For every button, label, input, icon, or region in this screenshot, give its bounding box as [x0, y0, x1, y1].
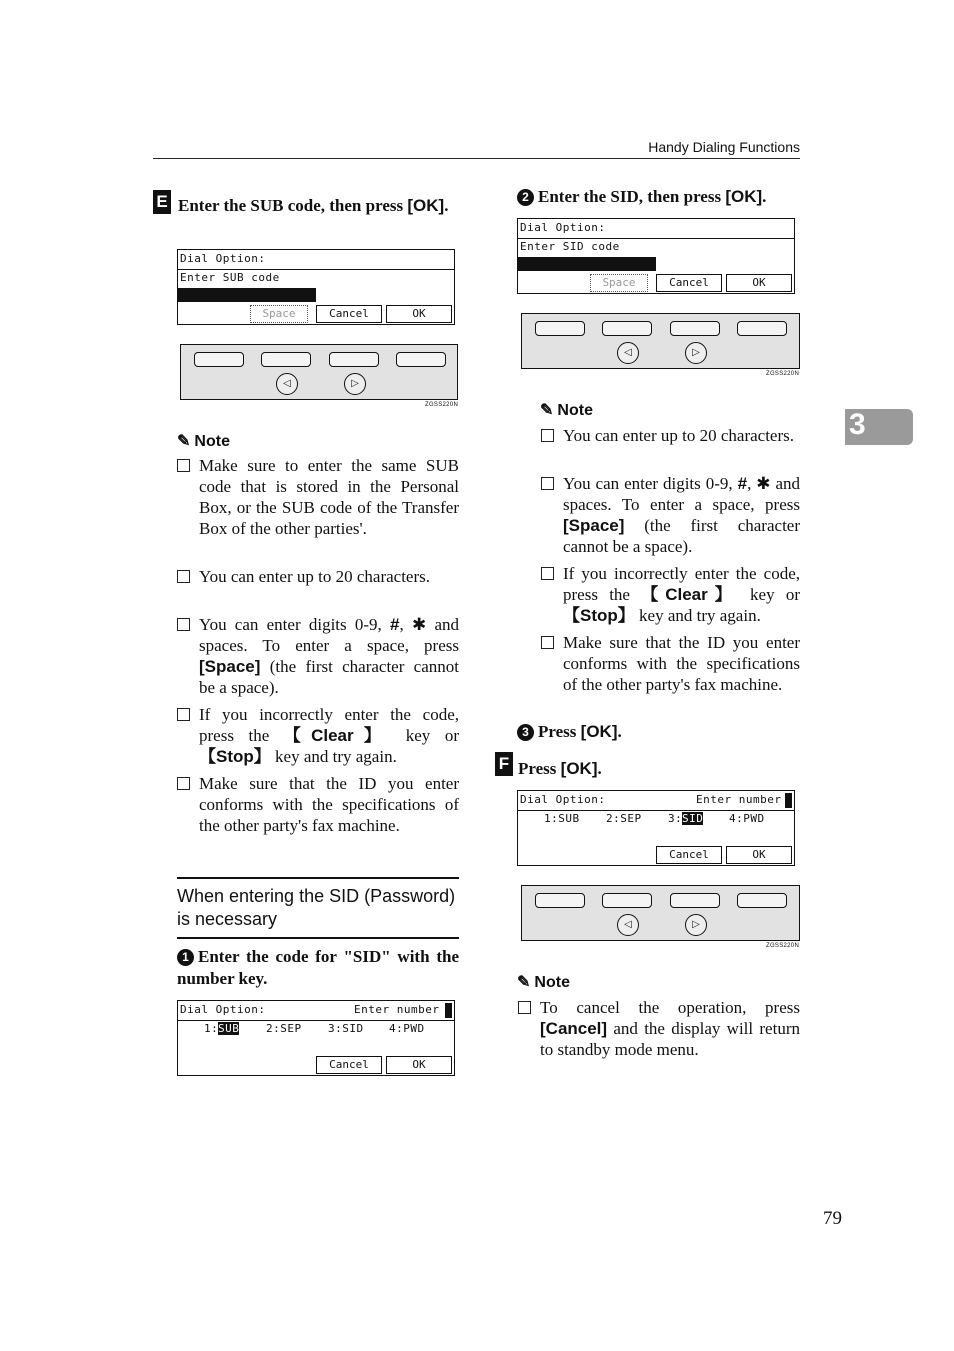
function-key-2[interactable] [261, 352, 311, 367]
step-5-badge: E [153, 190, 171, 214]
lcd-display-options [517, 790, 795, 866]
substep-2-badge: 2 [517, 189, 534, 206]
right-arrow-icon[interactable]: ▷ [685, 342, 707, 364]
checkbox-icon [177, 459, 190, 472]
lcd-option-pwd[interactable]: 4:PWD [729, 812, 765, 825]
lcd-cancel-button[interactable]: Cancel [316, 1056, 382, 1074]
left-arrow-icon[interactable]: ◁ [617, 914, 639, 936]
hash-icon: # [737, 474, 748, 493]
function-key-1[interactable] [194, 352, 244, 367]
step-6-badge: F [495, 752, 513, 776]
function-key-3[interactable] [670, 893, 720, 908]
right-arrow-icon[interactable]: ▷ [685, 914, 707, 936]
lcd-input-field[interactable] [178, 288, 316, 302]
lcd-prompt: Enter number [354, 1003, 440, 1016]
checkbox-icon [541, 636, 554, 649]
lcd-cursor [445, 1003, 452, 1018]
note-item: Make sure to enter the same SUB code that is stored in the Personal Box, or the SUB code of the Transfer Box of the other parties'. [199, 455, 459, 539]
lcd-display-options [177, 1000, 455, 1076]
note-item: You can enter digits 0-9, #, ✱ and spaces. To enter a space, press [Space] (the first character cannot be a space). [563, 473, 800, 557]
note-heading: ✎ Note [517, 974, 570, 991]
note-item: Make sure that the ID you enter conforms with the specifications of the other party's fax machine. [563, 632, 800, 695]
checkbox-icon [541, 429, 554, 442]
note-item: You can enter up to 20 characters. [563, 425, 800, 446]
lcd-option-pwd[interactable]: 4:PWD [389, 1022, 425, 1035]
lcd-option-number: 1: [204, 1022, 219, 1035]
lcd-prompt: Enter number [696, 793, 782, 806]
checkbox-icon [177, 570, 190, 583]
note-item: You can enter digits 0-9, #, ✱ and spaces. To enter a space, press [Space] (the first character cannot be a space). [199, 614, 459, 698]
section-title: When entering the SID (Password) is necessary [177, 886, 456, 929]
checkbox-icon [177, 708, 190, 721]
header-rule [153, 158, 800, 159]
lcd-cancel-button[interactable]: Cancel [316, 305, 382, 323]
lcd-option-sub[interactable]: 1:SUB [544, 812, 580, 825]
right-arrow-icon[interactable]: ▷ [344, 373, 366, 395]
figure-tag: ZGSS220N [766, 943, 800, 949]
substep-1-badge: 1 [177, 949, 194, 966]
lcd-option-sub[interactable]: SUB [218, 1022, 240, 1035]
lcd-option-sep[interactable]: 2:SEP [606, 812, 642, 825]
pencil-icon: ✎ [517, 974, 531, 991]
section-rule-top [177, 877, 459, 879]
page-number: 79 [823, 1208, 842, 1229]
note-item: Make sure that the ID you enter conforms with the specifications of the other party's fax machine. [199, 773, 459, 836]
substep-3-instruction: 3 Press [OK]. [517, 721, 807, 743]
function-key-2[interactable] [602, 893, 652, 908]
lcd-ok-button[interactable]: OK [726, 846, 792, 864]
step-5-instruction: Enter the SUB code, then press [OK]. [178, 196, 449, 215]
keypad-panel [521, 885, 800, 941]
function-key-3[interactable] [670, 321, 720, 336]
lcd-space-button[interactable]: Space [590, 274, 648, 292]
left-arrow-icon[interactable]: ◁ [617, 342, 639, 364]
star-icon: ✱ [411, 615, 427, 634]
lcd-option-sid[interactable]: SID [682, 812, 704, 825]
lcd-option-sid[interactable]: 3:SID [328, 1022, 364, 1035]
section-rule-bottom [177, 937, 459, 939]
lcd-title: Dial Option: [520, 221, 606, 234]
function-key-1[interactable] [535, 893, 585, 908]
lcd-ok-button[interactable]: OK [726, 274, 792, 292]
checkbox-icon [541, 477, 554, 490]
lcd-title: Dial Option: [180, 252, 266, 265]
function-key-2[interactable] [602, 321, 652, 336]
pencil-icon: ✎ [540, 402, 554, 419]
left-arrow-icon[interactable]: ◁ [276, 373, 298, 395]
note-item: You can enter up to 20 characters. [199, 566, 459, 587]
lcd-title: Dial Option: [180, 1003, 266, 1016]
figure-tag: ZGSS220N [425, 402, 459, 408]
function-key-4[interactable] [396, 352, 446, 367]
figure-tag: ZGSS220N [766, 371, 800, 377]
lcd-title: Dial Option: [520, 793, 606, 806]
lcd-prompt: Enter SUB code [180, 271, 280, 284]
checkbox-icon [177, 777, 190, 790]
lcd-display-sub-code [177, 249, 455, 325]
lcd-space-button[interactable]: Space [250, 305, 308, 323]
note-heading: ✎ Note [177, 433, 230, 450]
hash-icon: # [390, 615, 400, 634]
lcd-ok-button[interactable]: OK [386, 1056, 452, 1074]
note-heading: ✎ Note [540, 402, 593, 419]
checkbox-icon [177, 618, 190, 631]
function-key-1[interactable] [535, 321, 585, 336]
substep-2-instruction: 2 Enter the SID, then press [OK]. [517, 186, 807, 208]
note-item: If you incorrectly enter the code, press the 【Clear】 key or 【Stop】 key and try again. [563, 563, 800, 626]
lcd-cursor [785, 793, 792, 808]
lcd-cancel-button[interactable]: Cancel [656, 846, 722, 864]
lcd-option-sep[interactable]: 2:SEP [266, 1022, 302, 1035]
lcd-option-number: 3: [668, 812, 683, 825]
pencil-icon: ✎ [177, 433, 191, 450]
checkbox-icon [518, 1001, 531, 1014]
function-key-4[interactable] [737, 321, 787, 336]
keypad-panel [180, 344, 458, 400]
keypad-panel [521, 313, 800, 369]
lcd-display-sid-code [517, 218, 795, 294]
checkbox-icon [541, 567, 554, 580]
lcd-ok-button[interactable]: OK [386, 305, 452, 323]
note-item: To cancel the operation, press [Cancel] and the display will return to standby mode menu. [540, 997, 800, 1060]
note-item: If you incorrectly enter the code, press the 【Clear】 key or 【Stop】 key and try again. [199, 704, 459, 767]
running-header: Handy Dialing Functions [648, 139, 800, 155]
substep-3-badge: 3 [517, 724, 534, 741]
function-key-3[interactable] [329, 352, 379, 367]
lcd-input-field[interactable] [518, 257, 656, 271]
function-key-4[interactable] [737, 893, 787, 908]
chapter-tab: 3 [845, 409, 913, 445]
step-6-instruction: Press [OK]. [518, 759, 602, 778]
star-icon: ✱ [756, 474, 771, 493]
lcd-prompt: Enter SID code [520, 240, 620, 253]
substep-1-instruction: 1 Enter the code for "SID" with the number key. [177, 947, 459, 988]
lcd-cancel-button[interactable]: Cancel [656, 274, 722, 292]
